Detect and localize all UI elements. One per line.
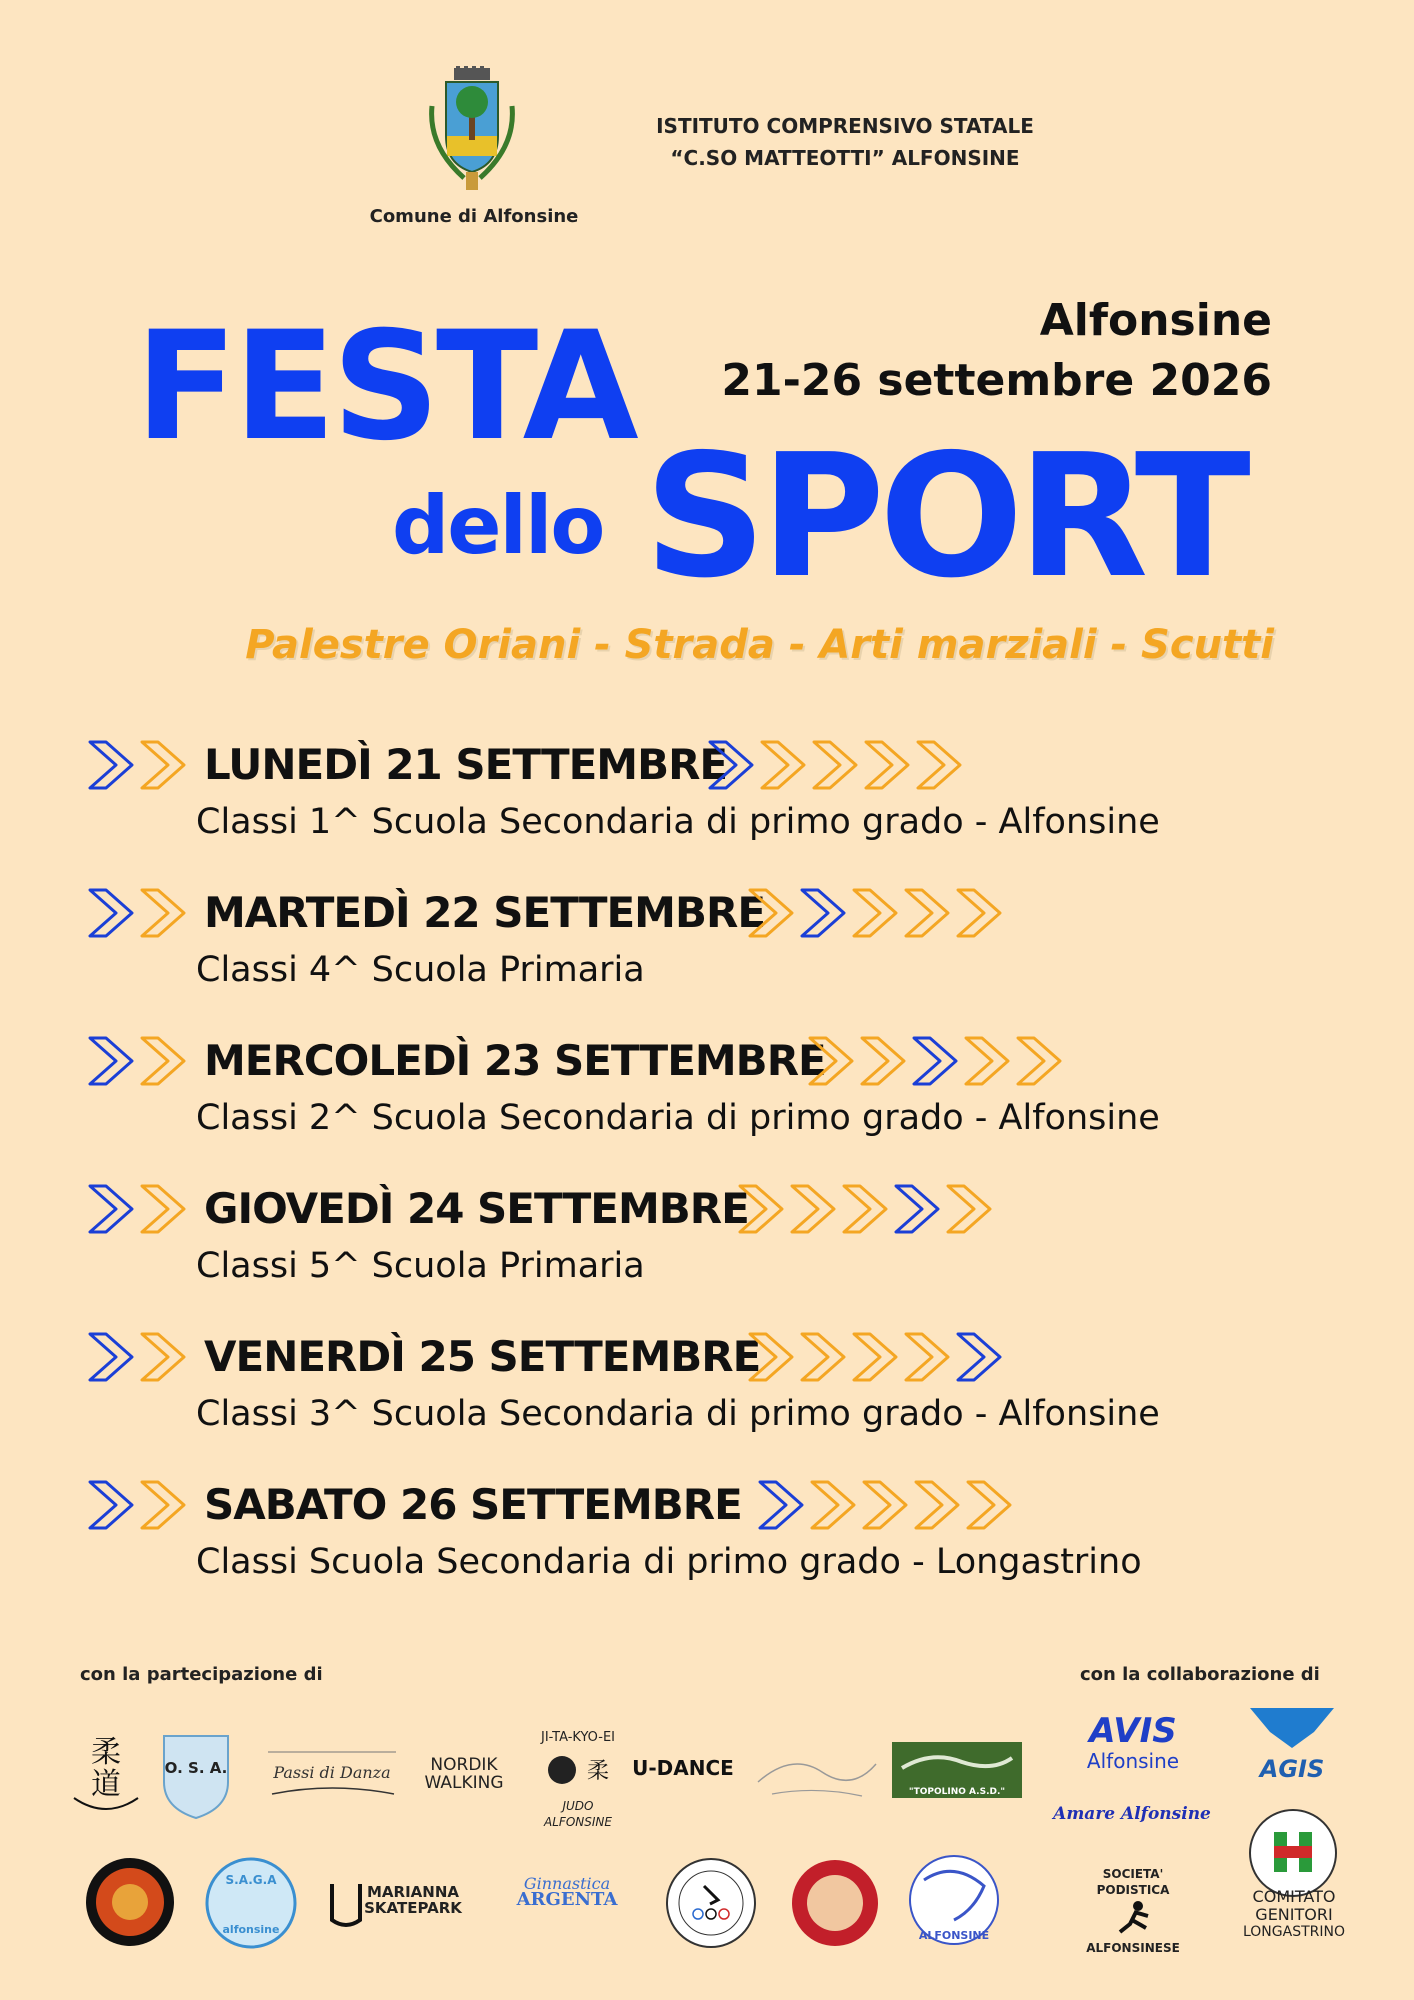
chevron-lead-icon (86, 880, 196, 946)
circolo-tennis-logo (790, 1858, 880, 1948)
istituto-line-1: ISTITUTO COMPRENSIVO STATALE (656, 114, 1034, 138)
day-label: MERCOLEDÌ 23 SETTEMBRE (204, 1036, 826, 1085)
day-classes: Classi 3^ Scuola Secondaria di primo grado - Alfonsine (196, 1394, 1160, 1434)
event-dates: 21-26 settembre 2026 (721, 355, 1272, 406)
schedule-day-2 (86, 880, 1336, 1020)
judo-alfonsine-logo (528, 1730, 628, 1829)
compagnia-logo (752, 1742, 880, 1808)
svg-text:柔: 柔 (586, 1759, 610, 1784)
topolino-label: "TOPOLINO A.S.D." (908, 1787, 1006, 1797)
svg-text:柔: 柔 (91, 1735, 121, 1770)
day-classes: Classi Scuola Secondaria di primo grado - Longastrino (196, 1542, 1142, 1582)
chevron-lead-icon (86, 732, 196, 798)
pallavolo-alfonsine-logo (904, 1850, 1004, 1950)
chevron-trail-icon (746, 880, 1016, 946)
amare-label: Amare Alfonsine (1053, 1804, 1211, 1824)
pallavolo-label: ALFONSINE (918, 1929, 990, 1942)
day-label: LUNEDÌ 21 SETTEMBRE (204, 740, 728, 789)
title-sport: SPORT (644, 418, 1245, 616)
comitato-line-1: COMITATO (1252, 1887, 1336, 1906)
ginnastica-label: Ginnastica (523, 1874, 611, 1893)
day-classes: Classi 2^ Scuola Secondaria di primo grado - Alfonsine (196, 1098, 1160, 1138)
schedule-day-3 (86, 1028, 1336, 1168)
comitato-line-3: LONGASTRINO (1242, 1924, 1345, 1940)
avis-label: AVIS (1089, 1711, 1177, 1751)
chevron-trail-icon (756, 1472, 1026, 1538)
day-label: VENERDÌ 25 SETTEMBRE (204, 1332, 761, 1381)
chevron-lead-icon (86, 1028, 196, 1094)
saga-city-label: alfonsine (222, 1923, 280, 1936)
chevron-trail-icon (736, 1176, 1006, 1242)
comitato-genitori-logo (1232, 1888, 1356, 1948)
lions-logo (84, 1856, 176, 1948)
asd-alfonsine-jdk-logo (66, 1728, 146, 1818)
chevron-trail-icon (746, 1324, 1016, 1390)
event-venues: Palestre Oriani - Strada - Arti marziali - Scutti (245, 622, 1274, 668)
podistica-alfonsinese-logo (1072, 1866, 1194, 1955)
title-dello: dello (392, 479, 604, 572)
event-city: Alfonsine (1039, 295, 1272, 346)
marianna-line-2: SKATEPARK (364, 1899, 462, 1917)
collaborazione-caption: con la collaborazione di (1080, 1664, 1320, 1685)
ginnastica-argenta-logo (508, 1876, 626, 1928)
schedule-day-5 (86, 1324, 1336, 1464)
chevron-lead-icon (86, 1472, 196, 1538)
asd-equilibrium-logo (664, 1856, 758, 1950)
u-dance-logo (628, 1756, 738, 1786)
comitato-line-2: GENITORI (1255, 1905, 1333, 1924)
day-classes: Classi 5^ Scuola Primaria (196, 1246, 645, 1286)
schedule-day-1 (86, 732, 1336, 872)
osa-logo (158, 1730, 234, 1820)
passi-di-danza-logo (262, 1744, 402, 1810)
istituto-name (620, 110, 1070, 174)
avis-alfonsine-logo (1078, 1712, 1188, 1776)
nordik-line-1: NORDIK (430, 1755, 498, 1775)
jitakyo-label: JI-TA-KYO-EI (540, 1730, 616, 1745)
agis-logo (1240, 1702, 1344, 1782)
agis-label: AGIS (1259, 1755, 1325, 1783)
marianna-skatepark-logo (326, 1880, 466, 1930)
u-dance-label: U-DANCE (632, 1756, 734, 1780)
day-label: SABATO 26 SETTEMBRE (204, 1480, 742, 1529)
svg-text:道: 道 (91, 1767, 121, 1802)
title-festa: FESTA (135, 300, 635, 474)
nordik-line-2: WALKING (424, 1773, 504, 1793)
amare-alfonsine-logo (1052, 1806, 1212, 1830)
osa-label: O. S. A. (164, 1759, 228, 1777)
chevron-trail-icon (806, 1028, 1076, 1094)
day-label: MARTEDÌ 22 SETTEMBRE (204, 888, 766, 937)
avis-city-label: Alfonsine (1086, 1749, 1180, 1773)
chevron-trail-icon (706, 732, 976, 798)
istituto-line-2: “C.SO MATTEOTTI” ALFONSINE (670, 146, 1020, 170)
topolino-asd-logo (892, 1742, 1022, 1798)
day-classes: Classi 1^ Scuola Secondaria di primo grado - Alfonsine (196, 802, 1160, 842)
podistica-line-2: ALFONSINESE (1086, 1941, 1180, 1955)
pubblica-assistenza-logo (1248, 1808, 1338, 1898)
saga-label: S.A.G.A (225, 1873, 277, 1887)
comune-crest-logo (424, 66, 520, 192)
schedule-day-6 (86, 1472, 1336, 1612)
argenta-label: ARGENTA (516, 1889, 618, 1910)
saga-alfonsine-logo (204, 1856, 298, 1950)
nordik-walking-logo (418, 1756, 510, 1796)
judo-label: JUDO ALFONSINE (544, 1799, 612, 1829)
chevron-lead-icon (86, 1176, 196, 1242)
day-label: GIOVEDÌ 24 SETTEMBRE (204, 1184, 749, 1233)
podistica-line-1: SOCIETA' PODISTICA (1096, 1867, 1170, 1897)
day-classes: Classi 4^ Scuola Primaria (196, 950, 645, 990)
schedule-day-4 (86, 1176, 1336, 1316)
partecipazione-caption: con la partecipazione di (80, 1664, 323, 1685)
svg-text:Passi di Danza: Passi di Danza (273, 1763, 391, 1782)
chevron-lead-icon (86, 1324, 196, 1390)
comune-name: Comune di Alfonsine (369, 206, 579, 227)
marianna-line-1: MARIANNA (367, 1883, 459, 1901)
